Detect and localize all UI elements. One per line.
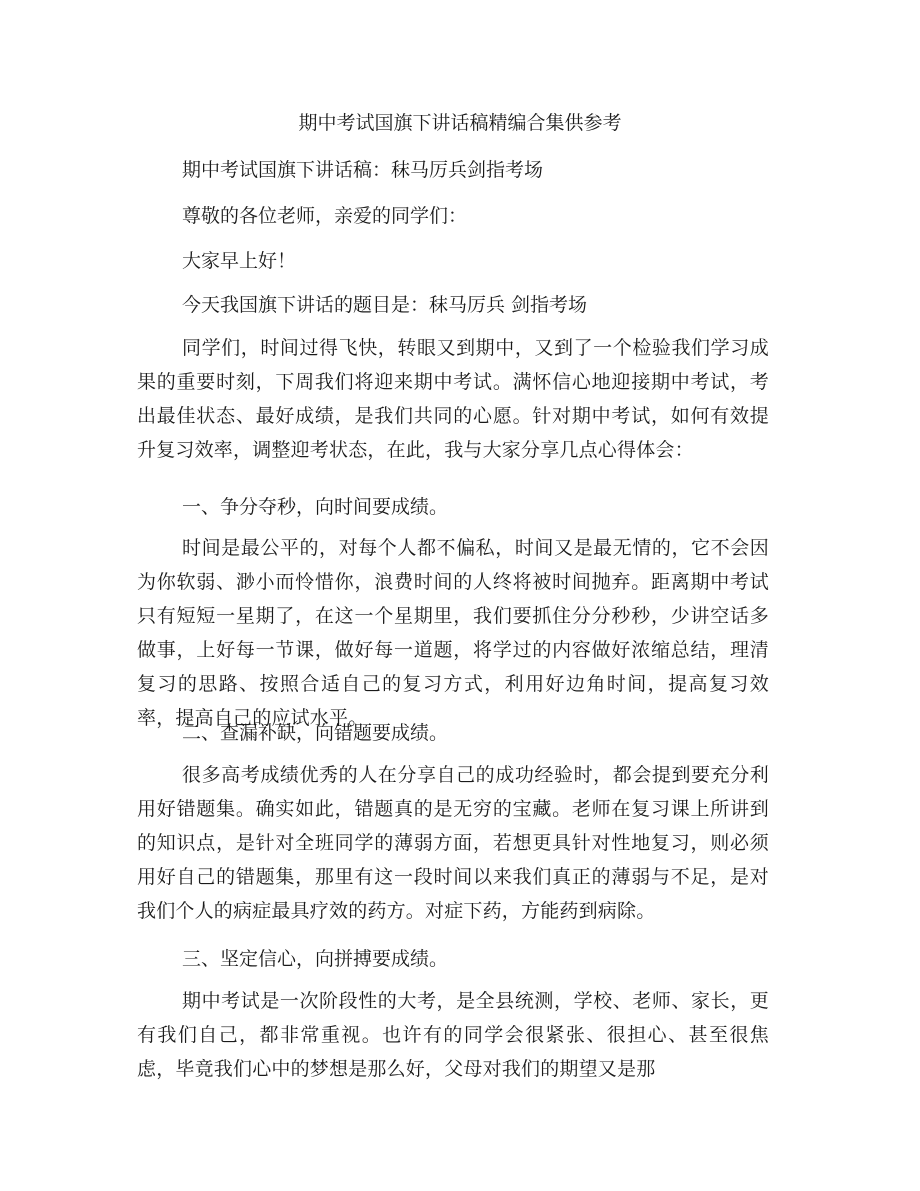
intro-paragraph: 同学们，时间过得飞快，转眼又到期中，又到了一个检验我们学习成果的重要时刻，下周我们将迎来期中考试。满怀信心地迎接期中考试，考出最佳状态、最好成绩，是我们共同的心愿。针对期中考试，如何有效提升复习效率，调整迎考状态，在此，我与大家分享几点心得体会： (137, 337, 769, 461)
speech-topic: 今天我国旗下讲话的题目是：秣马厉兵 剑指考场 (182, 294, 588, 316)
speech-subtitle: 期中考试国旗下讲话稿：秣马厉兵剑指考场 (182, 159, 544, 181)
point3-heading: 三、坚定信心，向拼搏要成绩。 (182, 948, 449, 970)
point2-paragraph: 很多高考成绩优秀的人在分享自己的成功经验时，都会提到要充分利用好错题集。确实如此，错题真的是无穷的宝藏。老师在复习课上所讲到的知识点，是针对全班同学的薄弱方面，若想更具针对性地复习，则必须用好自己的错题集，那里有这一段时间以来我们真正的薄弱与不足，是对我们个人的病症最具疗效的药方。对症下药，方能药到病除。 (137, 764, 769, 922)
point3-paragraph: 期中考试是一次阶段性的大考，是全县统测，学校、老师、家长，更有我们自己，都非常重视。也许有的同学会很紧张、很担心、甚至很焦虑，毕竟我们心中的梦想是那么好，父母对我们的期望又是那 (137, 990, 769, 1080)
point1-heading: 一、争分夺秒，向时间要成绩。 (182, 496, 449, 518)
greeting: 大家早上好！ (182, 250, 297, 272)
document-title: 期中考试国旗下讲话稿精编合集供参考 (298, 112, 622, 134)
point2-heading: 二、查漏补缺，向错题要成绩。 (182, 722, 449, 744)
salutation: 尊敬的各位老师，亲爱的同学们： (182, 205, 468, 227)
point1-paragraph: 时间是最公平的，对每个人都不偏私，时间又是最无情的，它不会因为你软弱、渺小而怜惜你，浪费时间的人终将被时间抛弃。距离期中考试只有短短一星期了，在这一个星期里，我们要抓住分分秒秒，少讲空话多做事，上好每一节课，做好每一道题，将学过的内容做好浓缩总结，理清复习的思路、按照合适自己的复习方式，利用好边角时间，提高复习效率，提高自己的应试水平。 (137, 537, 769, 729)
